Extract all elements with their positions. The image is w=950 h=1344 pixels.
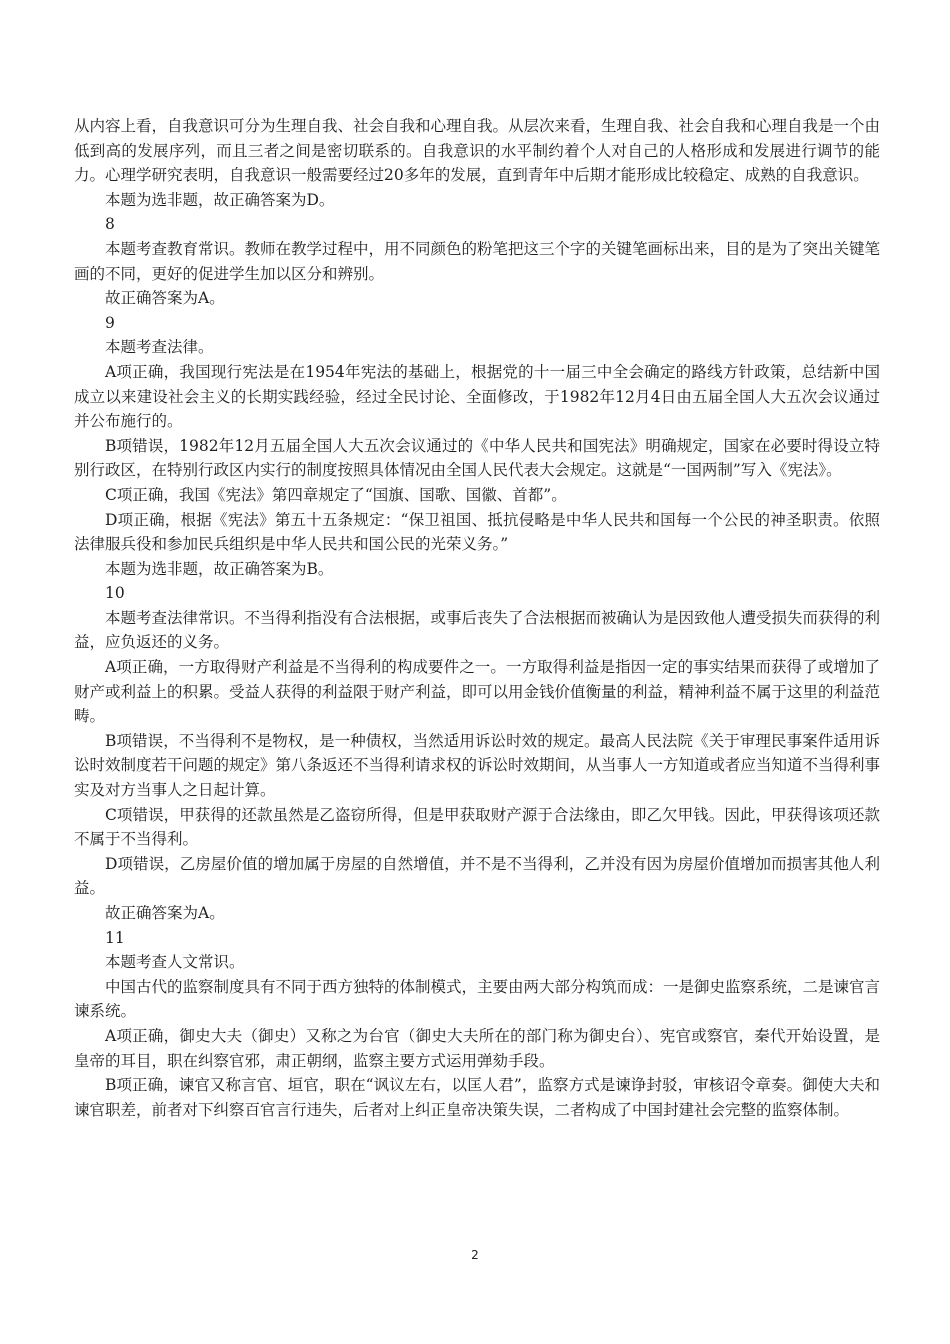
question-number: 9 <box>105 313 115 332</box>
paragraph: 中国古代的监察制度具有不同于西方独特的体制模式，主要由两大部分构筑而成：一是御史监察系统，二是谏官言谏系统。 <box>74 977 881 1021</box>
paragraph: 本题考查人文常识。 <box>105 953 245 972</box>
paragraph: C项错误，甲获得的还款虽然是乙盗窃所得，但是甲获取财产源于合法缘由，即乙欠甲钱。因此，甲获得该项还款不属于不当得利。 <box>74 805 880 849</box>
paragraph: 本题考查教育常识。教师在教学过程中，用不同颜色的粉笔把这三个字的关键笔画标出来，目的是为了突出关键笔画的不同，更好的促进学生加以区分和辨别。 <box>74 239 881 283</box>
question-number: 11 <box>105 928 125 947</box>
paragraph: D项错误，乙房屋价值的增加属于房屋的自然增值，并不是不当得利，乙并没有因为房屋价值增加而损害其他人利益。 <box>74 854 880 898</box>
paragraph: B项正确，谏官又称言官、垣官，职在“讽议左右，以匡人君”，监察方式是谏诤封驳，审核诏令章奏。御使大夫和谏官职差，前者对下纠察百官言行违失，后者对上纠正皇帝决策失误，二者构成了中国封建社会完整的监察体制。 <box>74 1076 880 1119</box>
paragraph: 本题为选非题，故正确答案为B。 <box>105 559 334 578</box>
paragraph: C项正确，我国《宪法》第四章规定了“国旗、国歌、国徽、首都”。 <box>105 485 567 504</box>
paragraph: B项错误，1982年12月五届全国人大五次会议通过的《中华人民共和国宪法》明确规定，国家在必要时得设立特别行政区，在特别行政区内实行的制度按照具体情况由全国人民代表大会规定。这就是“一国两制”写入《宪法》。 <box>74 436 880 480</box>
question-number: 10 <box>105 584 125 603</box>
paragraph: A项正确，御史大夫（御史）又称之为台官（御史大夫所在的部门称为御史台）、宪官或察官，秦代开始设置，是皇帝的耳目，职在纠察官邪，肃正朝纲，监察主要方式运用弹劾手段。 <box>74 1026 880 1070</box>
paragraph: D项正确，根据《宪法》第五十五条规定：“保卫祖国、抵抗侵略是中华人民共和国每一个公民的神圣职责。依照法律服兵役和参加民兵组织是中华人民共和国公民的光荣义务。” <box>74 510 880 554</box>
page-number: 2 <box>471 1248 479 1262</box>
paragraph: A项正确，我国现行宪法是在1954年宪法的基础上，根据党的十一届三中全会确定的路线方针政策，总结新中国成立以来建设社会主义的长期实践经验，经过全民讨论、全面修改，于1982年12月4日由五届全国人大五次会议通过并公布施行的。 <box>74 362 880 431</box>
answer-explanations <box>74 114 880 1122</box>
paragraph: A项正确，一方取得财产利益是不当得利的构成要件之一。一方取得利益是指因一定的事实结果而获得了或增加了财产或利益上的积累。受益人获得的利益限于财产利益，即可以用金钱价值衡量的利益，精神利益不属于这里的利益范畴。 <box>74 658 881 726</box>
paragraph: 故正确答案为A。 <box>105 289 225 308</box>
paragraph: B项错误，不当得利不是物权，是一种债权，当然适用诉讼时效的规定。最高人民法院《关于审理民事案件适用诉讼时效制度若干问题的规定》第八条返还不当得利请求权的诉讼时效期间，从当事人一方知道或者应当知道不当得利事实及对方当事人之日起计算。 <box>74 731 881 800</box>
paragraph: 从内容上看，自我意识可分为生理自我、社会自我和心理自我。从层次来看，生理自我、社会自我和心理自我是一个由低到高的发展序列，而且三者之间是密切联系的。自我意识的水平制约着个人对自己的人格形成和发展进行调节的能力。心理学研究表明，自我意识一般需要经过20多年的发展，直到青年中后期才能形成比较稳定、成熟的自我意识。 <box>74 117 881 185</box>
paragraph: 本题考查法律。 <box>105 338 214 357</box>
question-number: 8 <box>105 215 115 234</box>
paragraph: 故正确答案为A。 <box>105 904 225 922</box>
paragraph: 本题为选非题，故正确答案为D。 <box>105 190 335 209</box>
paragraph: 本题考查法律常识。不当得利指没有合法根据，或事后丧失了合法根据而被确认为是因致他人遭受损失而获得的利益，应负返还的义务。 <box>74 608 881 652</box>
